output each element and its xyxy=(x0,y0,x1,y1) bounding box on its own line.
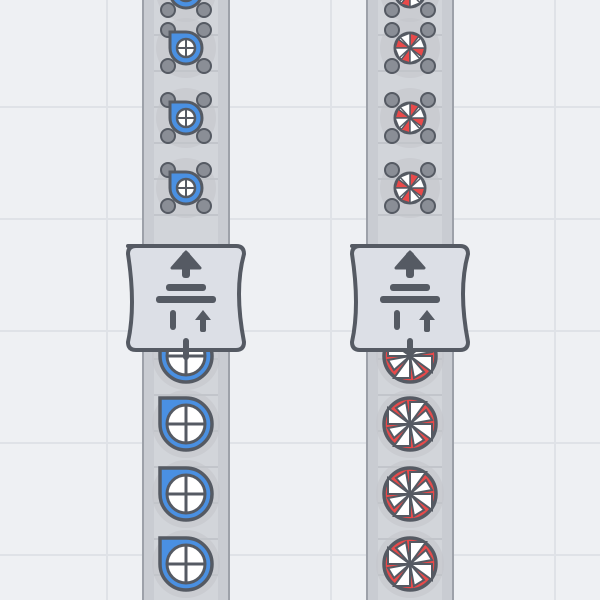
blue-cross-quad-icon xyxy=(156,18,216,78)
red-stacked-pinwheel-icon xyxy=(376,530,444,598)
red-pinwheel-quad-icon xyxy=(380,88,440,148)
stacker-icon[interactable] xyxy=(128,246,244,360)
red-pinwheel-quad-icon xyxy=(380,18,440,78)
blue-stacked-cross-icon xyxy=(152,460,220,528)
red-stacked-pinwheel-icon xyxy=(376,390,444,458)
right-lane xyxy=(352,0,468,598)
stacker-icon[interactable] xyxy=(352,246,468,360)
red-stacked-pinwheel-icon xyxy=(376,460,444,528)
blue-stacked-cross-icon xyxy=(152,390,220,458)
left-lane xyxy=(128,0,244,598)
blue-cross-quad-icon xyxy=(156,88,216,148)
blue-cross-quad-icon xyxy=(156,158,216,218)
red-pinwheel-quad-icon xyxy=(380,158,440,218)
blue-stacked-cross-icon xyxy=(152,530,220,598)
